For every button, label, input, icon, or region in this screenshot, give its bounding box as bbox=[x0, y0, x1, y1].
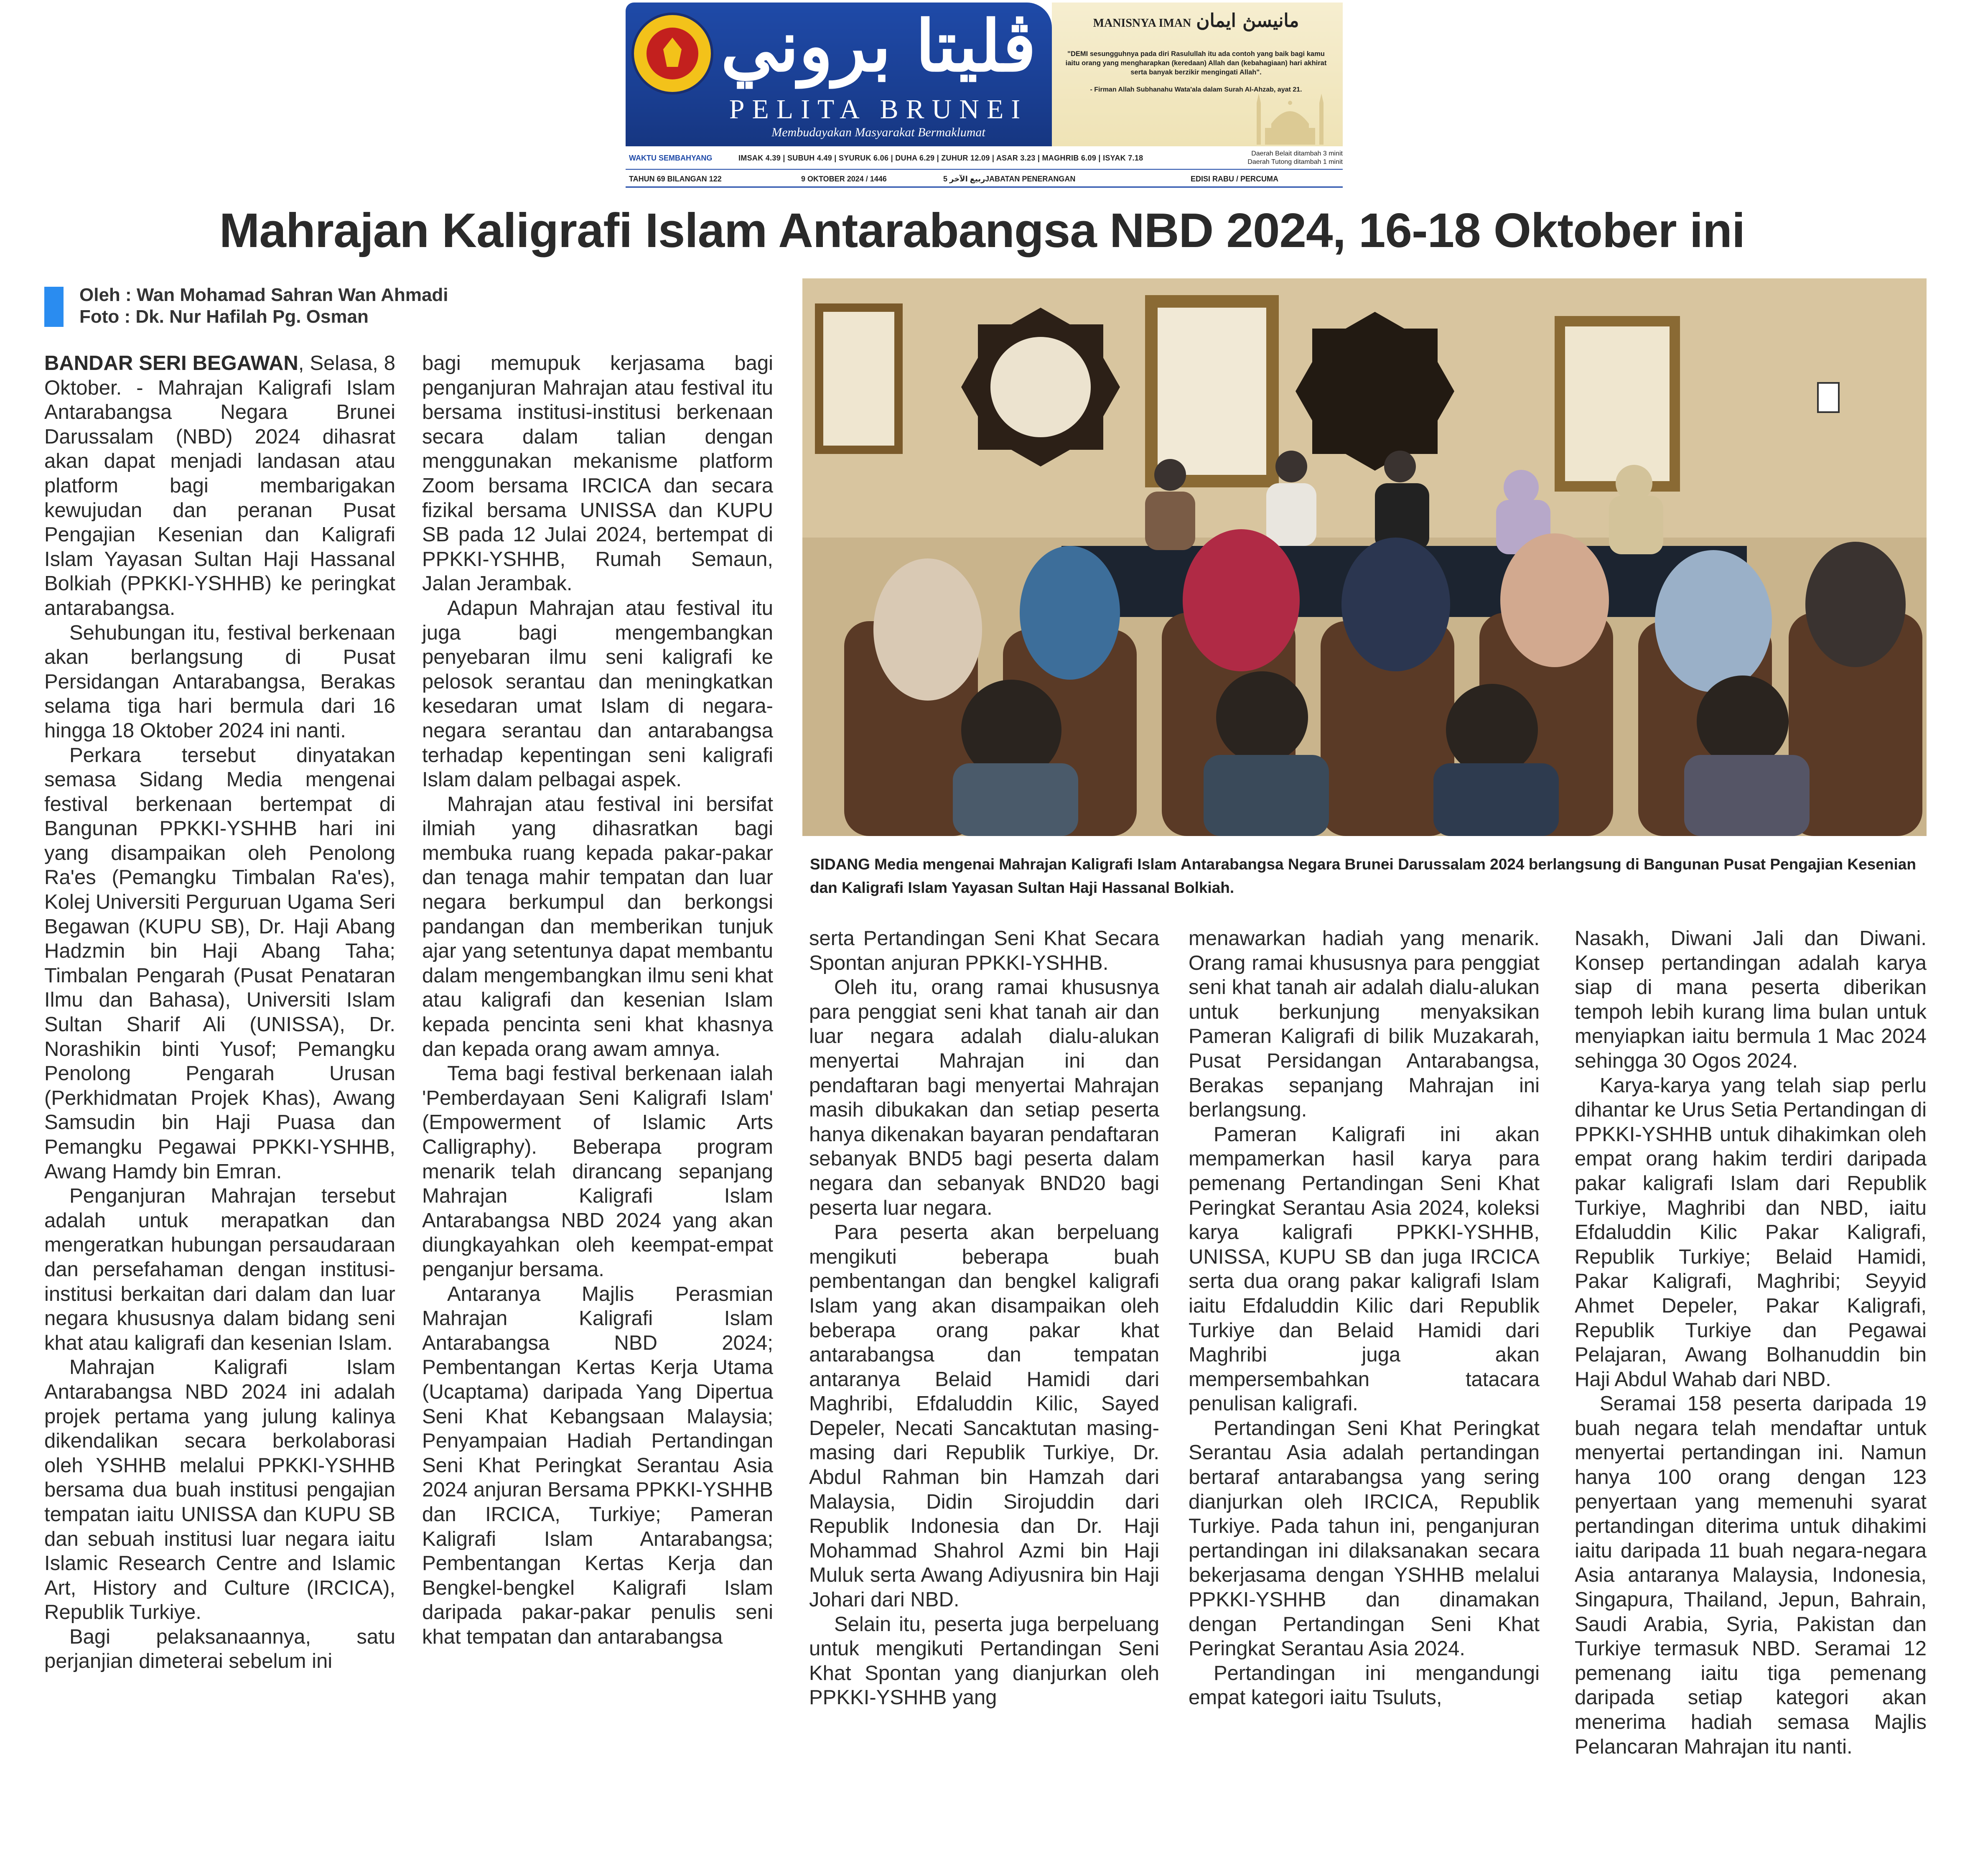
paragraph: Antaranya Majlis Perasmian Mahrajan Kaligrafi Islam Antarabangsa NBD 2024; Pembentangan Kertas Kerja Utama (Ucaptama) daripada Yang Dipertua Seni Khat Kebangsaan Malaysia; Penyampaian Hadiah Pertandingan Seni Khat Peringkat Serantau Asia 2024 anjuran Bersama PPKKI-YSHHB dan IRCICA, Turkiye; Pameran Kaligrafi Islam Antarabangsa; Pembentangan Kertas Kerja dan Bengkel-bengkel Kaligrafi Islam daripada pakar-pakar penulis seni khat tempatan dan antarabangsa bbox=[422, 1282, 773, 1648]
iman-quote-box bbox=[1052, 3, 1343, 146]
paragraph: serta Pertandingan Seni Khat Secara Spontan anjuran PPKKI-YSHHB. bbox=[809, 927, 1159, 974]
paragraph: Nasakh, Diwani Jali dan Diwani. Konsep pertandingan adalah karya siap di mana peserta diberikan tempoh lebih kurang lima bulan untuk menyiapkan iaitu bermula 1 Mac 2024 sehingga 30 Ogos 2024. bbox=[1575, 927, 1927, 1072]
mosque-icon bbox=[1248, 86, 1332, 145]
prayer-label: WAKTU SEMBAHYANG bbox=[629, 154, 713, 162]
iman-label: MANISNYA IMAN مانيسڽ ايمان bbox=[1093, 10, 1299, 31]
photo-caption: SIDANG Media mengenai Mahrajan Kaligrafi Islam Antarabangsa Negara Brunei Darussalam 2024 berlangsung di Bangunan Pusat Pengajian Kesenian dan Kaligrafi Islam Yayasan Sultan Haji Hassanal Bolkiah. bbox=[810, 856, 1916, 896]
paragraph: Sehubungan itu, festival berkenaan akan berlangsung di Pusat Persidangan Antarabangsa, Berakas selama tiga hari bermula dari 16 hingga 18 Oktober 2024 ini nanti. bbox=[44, 621, 395, 742]
article-headline: Mahrajan Kaligrafi Islam Antarabangsa NBD 2024, 16-18 Oktober ini bbox=[219, 203, 1745, 257]
lead-paragraph: BANDAR SERI BEGAWAN, Selasa, 8 Oktober. - Mahrajan Kaligrafi Islam Antarabangsa Negara Brunei Darussalam (NBD) 2024 dihasrat akan dapat menjadi landasan atau platform bagi membarigakan kewujudan dan peranan Pusat Pengajian Kesenian dan Kaligrafi Islam Yayasan Sultan Haji Hassanal Bolkiah (PPKKI-YSHHB) ke peringkat antarabangsa. bbox=[44, 352, 395, 619]
paragraph: Pertandingan ini mengandungi empat kategori iaitu Tsuluts, bbox=[1189, 1662, 1540, 1709]
paragraph: menawarkan hadiah yang menarik. Orang ramai khususnya para penggiat seni khat tanah air adalah dialu-alukan untuk berkunjung menyaksikan Pameran Kaligrafi di bilik Muzakarah, Pusat Persidangan Antarabangsa, Berakas sepanjang Mahrajan ini berlangsung. bbox=[1189, 927, 1540, 1122]
prayer-times-bar bbox=[626, 150, 1343, 170]
paragraph: Pameran Kaligrafi ini akan mempamerkan hasil karya para pemenang Pertandingan Seni Khat Peringkat Serantau Asia 2024, koleksi karya kaligrafi PPKKI-YSHHB, UNISSA, KUPU SB dan juga IRCICA serta dua orang pakar kaligrafi Islam iaitu Efdaluddin Kilic dari Republik Turkiye dan Belaid Hamidi dari Maghribi juga akan mempersembahkan tatacara penulisan kaligrafi. bbox=[1189, 1123, 1540, 1415]
paragraph: Perkara tersebut dinyatakan semasa Sidang Media mengenai festival berkenaan bertempat di Bangunan PPKKI-YSHHB hari ini yang disampaikan oleh Penolong Ra'es (Pemangku Timbalan Ra'es), Kolej Universiti Perguruan Ugama Seri Begawan (KUPU SB), Dr. Haji Abang Hadzmin bin Haji Abang Taha; Timbalan Pengarah (Pusat Penataran Ilmu dan Bahasa), Universiti Islam Sultan Sharif Ali (UNISSA), Dr. Norashikin binti Yusof; Pemangku Penolong Pengarah Urusan (Perkhidmatan Projek Khas), Awang Samsudin bin Haji Puasa dan Pemangku Pegawai PPKKI-YSHHB, Awang Hamdy bin Emran. bbox=[44, 744, 395, 1183]
quote-text: "DEMI sesungguhnya pada diri Rasulullah itu ada contoh yang baik bagi kamu iaitu orang yang mengharapkan (keredaan) Allah dan (kebahagiaan) hari akhirat serta banyak berzikir mengingati Allah". bbox=[1065, 50, 1327, 76]
paragraph: Adapun Mahrajan atau festival itu juga bagi mengembangkan penyebaran ilmu seni kaligrafi ke pelosok serantau dan meningkatkan kesedaran umat Islam di negara-negara serantau dan antarabangsa terhadap kepentingan seni kaligrafi Islam dalam pelbagai aspek. bbox=[422, 596, 773, 791]
issue-bar bbox=[626, 171, 1343, 188]
byline bbox=[79, 284, 448, 328]
press-conference-illustration bbox=[802, 278, 1927, 836]
paragraph: Penganjuran Mahrajan tersebut adalah untuk merapatkan dan mengeratkan hubungan persaudaraan dan persefahaman dengan institusi-institusi berkaitan dari dalam dan luar negara khususnya dalam bidang seni khat atau kaligrafi dan kesenian Islam. bbox=[44, 1185, 395, 1354]
paragraph: Mahrajan Kaligrafi Islam Antarabangsa NBD 2024 ini adalah projek pertama yang julung kalinya dikendalikan secara berkolaborasi oleh YSHHB melalui PPKKI-YSHHB bersama dua buah institusi pengajian tempatan iaitu UNISSA dan KUPU SB dan sebuah institusi luar negara iaitu Islamic Research Centre and Islamic Art, History and Culture (IRCICA), Republik Turkiye. bbox=[44, 1356, 395, 1624]
article-column-5 bbox=[1575, 926, 1927, 1759]
brand-name: PELITA BRUNEI bbox=[729, 94, 1028, 125]
quote-source: - Firman Allah Subhanahu Wata'ala dalam Surah Al-Ahzab, ayat 21. bbox=[1090, 86, 1302, 93]
article-column-4 bbox=[1189, 926, 1540, 1710]
byline-author: Oleh : Wan Mohamad Sahran Wan Ahmadi bbox=[79, 285, 448, 305]
paragraph: Karya-karya yang telah siap perlu dihantar ke Urus Setia Pertandingan di PPKKI-YSHHB untuk dihakimkan oleh empat orang hakim terdiri daripada pakar kaligrafi Islam dari Republik Turkiye, Maghribi dan NBD, iaitu Efdaluddin Kilic Pakar Kaligrafi, Republik Turkiye; Belaid Hamidi, Pakar Kaligrafi, Maghribi; Seyyid Ahmet Depeler, Pakar Kaligrafi, Republik Turkiye dan Pegawai Pelajaran, Awang Bolhanuddin bin Haji Abdul Wahab dari NBD. bbox=[1575, 1074, 1927, 1391]
masthead bbox=[626, 3, 1343, 193]
paragraph: bagi memupuk kerjasama bagi penganjuran Mahrajan atau festival itu bersama institusi-institusi berkenaan secara dalam talian dengan menggunakan mekanisme platform Zoom bersama IRCICA dan secara fizikal bersama UNISSA dan KUPU SB pada 12 Julai 2024, bertempat di PPKKI-YSHHB, Rumah Semaun, Jalan Jerambak. bbox=[422, 352, 773, 595]
paragraph: Para peserta akan berpeluang mengikuti beberapa buah pembentangan dan bengkel kaligrafi Islam yang akan disampaikan oleh beberapa orang pakar khat antarabangsa dan tempatan antaranya Belaid Hamidi dari Maghribi, Efdaluddin Kilic, Sayed Depeler, Necati Sancaktutan masing-masing dari Republik Turkiye, Dr. Abdul Rahman bin Hamzah dari Malaysia, Didin Sirojuddin dari Republik Indonesia dan Dr. Haji Mohammad Shahrol Azmi bin Haji Muluk serta Awang Adiyusnira bin Haji Johari dari NBD. bbox=[809, 1221, 1159, 1611]
jawi-title: ڤليتا بروني bbox=[720, 5, 1036, 87]
paragraph: Bagi pelaksanaannya, satu perjanjian dimeterai sebelum ini bbox=[44, 1625, 395, 1673]
paragraph: Pertandingan Seni Khat Peringkat Serantau Asia adalah pertandingan bertaraf antarabangsa yang sering dianjurkan oleh IRCICA, Republik Turkiye. Pada tahun ini, penganjuran pertandingan ini dilaksanakan secara bekerjasama dengan YSHHB melalui PPKKI-YSHHB dan dinamakan dengan Pertandingan Seni Khat Peringkat Serantau Asia 2024. bbox=[1189, 1417, 1540, 1660]
article-column-1 bbox=[44, 351, 395, 1674]
paragraph: Tema bagi festival berkenaan ialah 'Pemberdayaan Seni Kaligrafi Islam' (Empowerment of Islamic Arts Calligraphy). Beberapa program menarik telah dirancang sepanjang Mahrajan Kaligrafi Islam Antarabangsa NBD 2024 yang akan diungkayahkan oleh keempat-empat penganjur bersama. bbox=[422, 1062, 773, 1281]
prayer-note: Daerah Belait ditambah 3 minit Daerah Tutong ditambah 1 minit bbox=[1247, 150, 1343, 166]
dateline: BANDAR SERI BEGAWAN bbox=[44, 352, 298, 375]
paragraph: Mahrajan atau festival ini bersifat ilmiah yang dihasratkan bagi membuka ruang kepada pakar-pakar dan tenaga mahir tempatan dan luar negara berkumpul dan berkongsi pandangan dan memberikan tunjuk ajar yang setentunya dapat membantu dalam mengembangkan ilmu seni khat atau kaligrafi dan kesenian Islam kepada pencinta seni khat khasnya dan kepada orang awam amnya. bbox=[422, 793, 773, 1060]
article-column-2 bbox=[422, 351, 773, 1649]
paragraph: Seramai 158 peserta daripada 19 buah negara telah mendaftar untuk menyertai pertandingan ini. Namun hanya 100 orang dengan 123 penyertaan yang memenuhi syarat pertandingan diterima untuk dihakimi iaitu daripada 11 buah negara-negara Asia antaranya Malaysia, Indonesia, Singapura, Thailand, Jepun, Bahrain, Saudi Arabia, Syria, Pakistan dan Turkiye termasuk NBD. Seramai 12 pemenang iaitu tiga pemenang daripada setiap kategori akan menerima hadiah semasa Majlis Pelancaran Mahrajan itu nanti. bbox=[1575, 1392, 1927, 1758]
hijri-date: 5 ربيع الآخر bbox=[943, 175, 985, 183]
publisher: JABATAN PENERANGAN bbox=[985, 175, 1076, 183]
issue-number: TAHUN 69 BILANGAN 122 bbox=[629, 175, 722, 183]
press-conference-photo[interactable] bbox=[802, 278, 1927, 836]
byline-accent-bar bbox=[44, 287, 64, 327]
issue-date: 9 OKTOBER 2024 / 1446 bbox=[801, 175, 887, 183]
edition: EDISI RABU / PERCUMA bbox=[1191, 175, 1279, 183]
government-seal-icon bbox=[631, 13, 713, 94]
paragraph: Oleh itu, orang ramai khususnya para penggiat seni khat tanah air dan luar negara adalah dialu-alukan menyertai Mahrajan ini dan pendaftaran bagi menyertai Mahrajan masih dibukakan dan setiap peserta hanya dikenakan bayaran pendaftaran sebanyak BND5 bagi peserta dalam negara dan sebanyak BND20 bagi peserta luar negara. bbox=[809, 976, 1159, 1219]
byline-photo: Foto : Dk. Nur Hafilah Pg. Osman bbox=[79, 306, 369, 327]
paragraph: Selain itu, peserta juga berpeluang untuk mengikuti Pertandingan Seni Khat Spontan yang dianjurkan oleh PPKKI-YSHHB yang bbox=[809, 1613, 1159, 1709]
article-column-3 bbox=[809, 926, 1159, 1710]
prayer-times: IMSAK 4.39 | SUBUH 4.49 | SYURUK 6.06 | DUHA 6.29 | ZUHUR 12.09 | ASAR 3.23 | MAGHRIB 6.09 | ISYAK 7.18 bbox=[738, 154, 1143, 162]
newspaper-logo[interactable] bbox=[626, 3, 1052, 146]
tagline: Membudayakan Masyarakat Bermaklumat bbox=[771, 125, 985, 139]
